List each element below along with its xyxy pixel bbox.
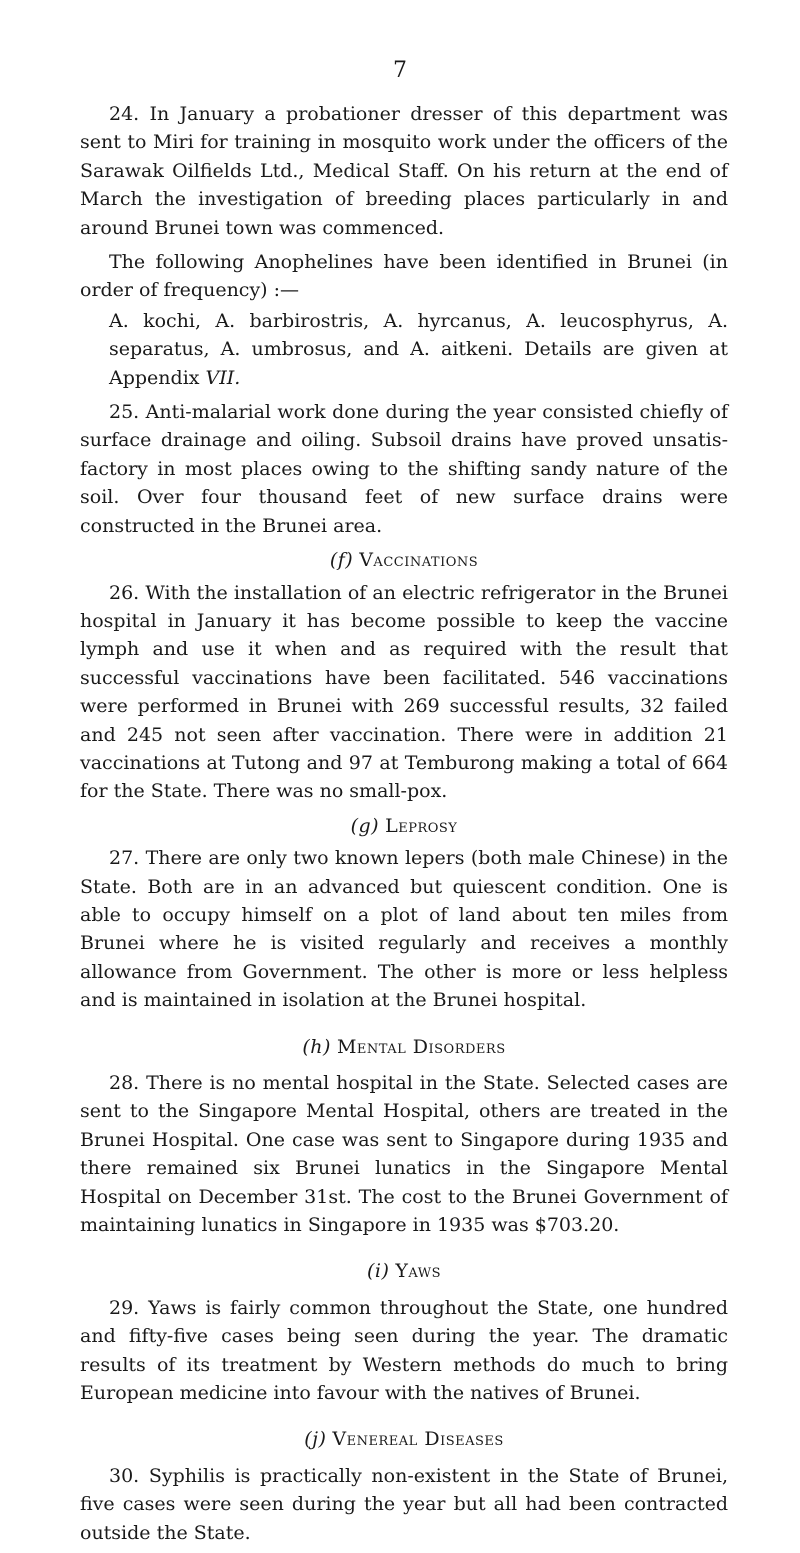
heading-title: Mental Disorders	[336, 1035, 506, 1058]
heading-venereal-diseases	[80, 1425, 728, 1453]
heading-letter: (i)	[366, 1260, 390, 1283]
document-body	[80, 100, 728, 1553]
heading-yaws	[80, 1257, 728, 1285]
paragraph-25: 25. Anti-malarial work done during the year consisted chiefly of surface drainage and oiling. Subsoil drains have proved unsatisfactory in most places owing to the shifting sandy nature of the soil. Over four thousand feet of new surface drains were constructed in the Brunei area.	[80, 401, 728, 537]
appendix-reference: VII.	[205, 366, 241, 389]
heading-letter: (j)	[304, 1428, 327, 1451]
heading-title: Vaccinations	[359, 549, 479, 572]
heading-title: Yaws	[395, 1260, 442, 1283]
heading-title: Venereal Diseases	[332, 1428, 504, 1451]
heading-leprosy	[80, 812, 728, 840]
paragraph-27: 27. There are only two known lepers (both male Chinese) in the State. Both are in an advanced but quiescent condition. One is able to occupy himself on a plot of land about ten miles from Brunei where he is visited regularly and receives a monthly allowance from Government. The other is more or less helpless and is maintained in isolation at the Brunei hospital.	[80, 847, 728, 1012]
paragraph-24: 24. In January a probationer dresser of this department was sent to Miri for training in mosquito work under the officers of the Sarawak Oilfields Ltd., Medical Staff. On his return at the end of March the investigation of breeding places particularly in and around Brunei town was commenced.	[80, 103, 728, 239]
species-list-text: A. kochi, A. barbirostris, A. hyrcanus, A. leucosphyrus, A. separatus, A. umbrosus, and A. aitkeni. Details are given at Appendix	[109, 309, 728, 389]
heading-letter: (g)	[350, 814, 380, 837]
heading-mental-disorders	[80, 1033, 728, 1061]
heading-vaccinations	[80, 546, 728, 574]
heading-letter: (f)	[329, 549, 354, 572]
heading-title: Leprosy	[385, 814, 458, 837]
paragraph-30: 30. Syphilis is practically non-existent in the State of Brunei, five cases were seen during the year but all had been contracted outside the State.	[80, 1464, 728, 1544]
page-number: 7	[393, 58, 407, 83]
paragraph-28: 28. There is no mental hospital in the State. Selected cases are sent to the Singapore Mental Hospital, others are treated in the Brunei Hospital. One case was sent to Singapore during 1935 and there remained six Brunei lunatics in the Singapore Mental Hospital on December 31st. The cost to the Brunei Government of maintaining lunatics in Singapore in 1935 was $703.20.	[80, 1072, 728, 1237]
paragraph-24-anophelines: The following Anophelines have been identified in Brunei (in order of frequency) :—	[80, 251, 728, 302]
paragraph-29: 29. Yaws is fairly common throughout the State, one hundred and fifty-five cases being seen during the year. The dramatic results of its treatment by Western methods do much to bring European medicine into favour with the natives of Brunei.	[80, 1296, 728, 1405]
heading-letter: (h)	[302, 1035, 331, 1058]
species-list	[80, 307, 728, 392]
paragraph-26: 26. With the installation of an electric refrigerator in the Brunei hospital in January it has become possible to keep the vaccine lymph and use it when and as required with the result that successful vaccinations have been facilitated. 546 vaccinations were performed in Brunei with 269 successful results, 32 failed and 245 not seen after vaccination. There were in addition 21 vaccinations at Tutong and 97 at Temburong making a total of 664 for the State. There was no small-pox.	[80, 581, 728, 803]
